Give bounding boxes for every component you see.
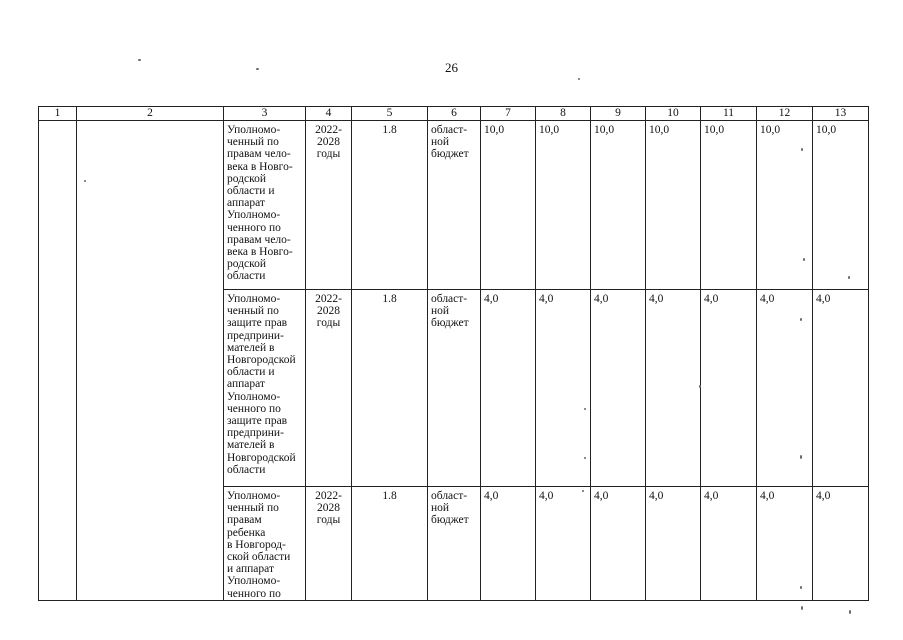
period-cell: 2022- 2028 годы [306,290,352,487]
scan-speck [584,408,586,410]
scan-speck [578,78,580,80]
table-row [39,121,869,290]
scan-speck [84,180,86,182]
column-header: 1 [39,107,77,121]
column-header: 8 [536,107,591,121]
value-cell: 10,0 [536,121,591,290]
value-cell: 4,0 [757,290,813,487]
executor-cell: Уполномо- ченный по правам ребенка в Новгород- ской области и аппарат Уполномо- ченного по [224,487,306,601]
scan-speck [848,276,850,279]
column-header: 6 [428,107,481,121]
period-cell: 2022- 2028 годы [306,121,352,290]
value-cell: 4,0 [813,290,869,487]
value-cell: 4,0 [591,290,646,487]
scan-speck [800,455,802,459]
column-header: 4 [306,107,352,121]
scan-speck [138,59,141,61]
scan-speck [800,318,802,321]
indicator-cell: 1.8 [352,290,428,487]
column-header: 12 [757,107,813,121]
budget-table [38,106,869,601]
column-header: 5 [352,107,428,121]
column-header: 2 [77,107,224,121]
column-header: 13 [813,107,869,121]
page-number: 26 [445,60,458,75]
column-header: 3 [224,107,306,121]
scan-speck [584,457,586,459]
value-cell: 10,0 [481,121,536,290]
value-cell: 10,0 [813,121,869,290]
period-cell: 2022- 2028 годы [306,487,352,601]
value-cell: 4,0 [536,290,591,487]
value-cell: 4,0 [701,487,757,601]
scan-speck [801,148,803,151]
value-cell: 4,0 [536,487,591,601]
value-cell: 10,0 [701,121,757,290]
funding-source-cell: област- ной бюджет [428,290,481,487]
value-cell: 4,0 [813,487,869,601]
value-cell: 10,0 [591,121,646,290]
merged-cell-col2 [77,121,224,601]
column-header: 11 [701,107,757,121]
scan-speck [800,586,802,589]
value-cell: 4,0 [757,487,813,601]
scan-speck [801,606,803,610]
scan-speck [699,385,701,388]
value-cell: 4,0 [481,290,536,487]
funding-source-cell: област- ной бюджет [428,121,481,290]
header-row [39,107,869,121]
value-cell: 4,0 [481,487,536,601]
column-header: 7 [481,107,536,121]
value-cell: 10,0 [757,121,813,290]
indicator-cell: 1.8 [352,121,428,290]
scan-speck [849,610,851,614]
value-cell: 4,0 [646,290,701,487]
executor-cell: Уполномо- ченный по защите прав предприни- мателей в Новгородской области и аппарат Уполномо- ченного по защите прав предприни- мателей в Новгородской области [224,290,306,487]
value-cell: 4,0 [701,290,757,487]
value-cell: 4,0 [591,487,646,601]
scan-speck [803,258,805,261]
value-cell: 10,0 [646,121,701,290]
scan-speck [582,490,584,492]
merged-cell-col1 [39,121,77,601]
value-cell: 4,0 [646,487,701,601]
executor-cell: Уполномо- ченный по правам чело- века в Новго- родской области и аппарат Уполномо- ченного по правам чело- века в Новго- родской области [224,121,306,290]
column-header: 10 [646,107,701,121]
scan-speck [256,68,259,70]
indicator-cell: 1.8 [352,487,428,601]
column-header: 9 [591,107,646,121]
funding-source-cell: област- ной бюджет [428,487,481,601]
